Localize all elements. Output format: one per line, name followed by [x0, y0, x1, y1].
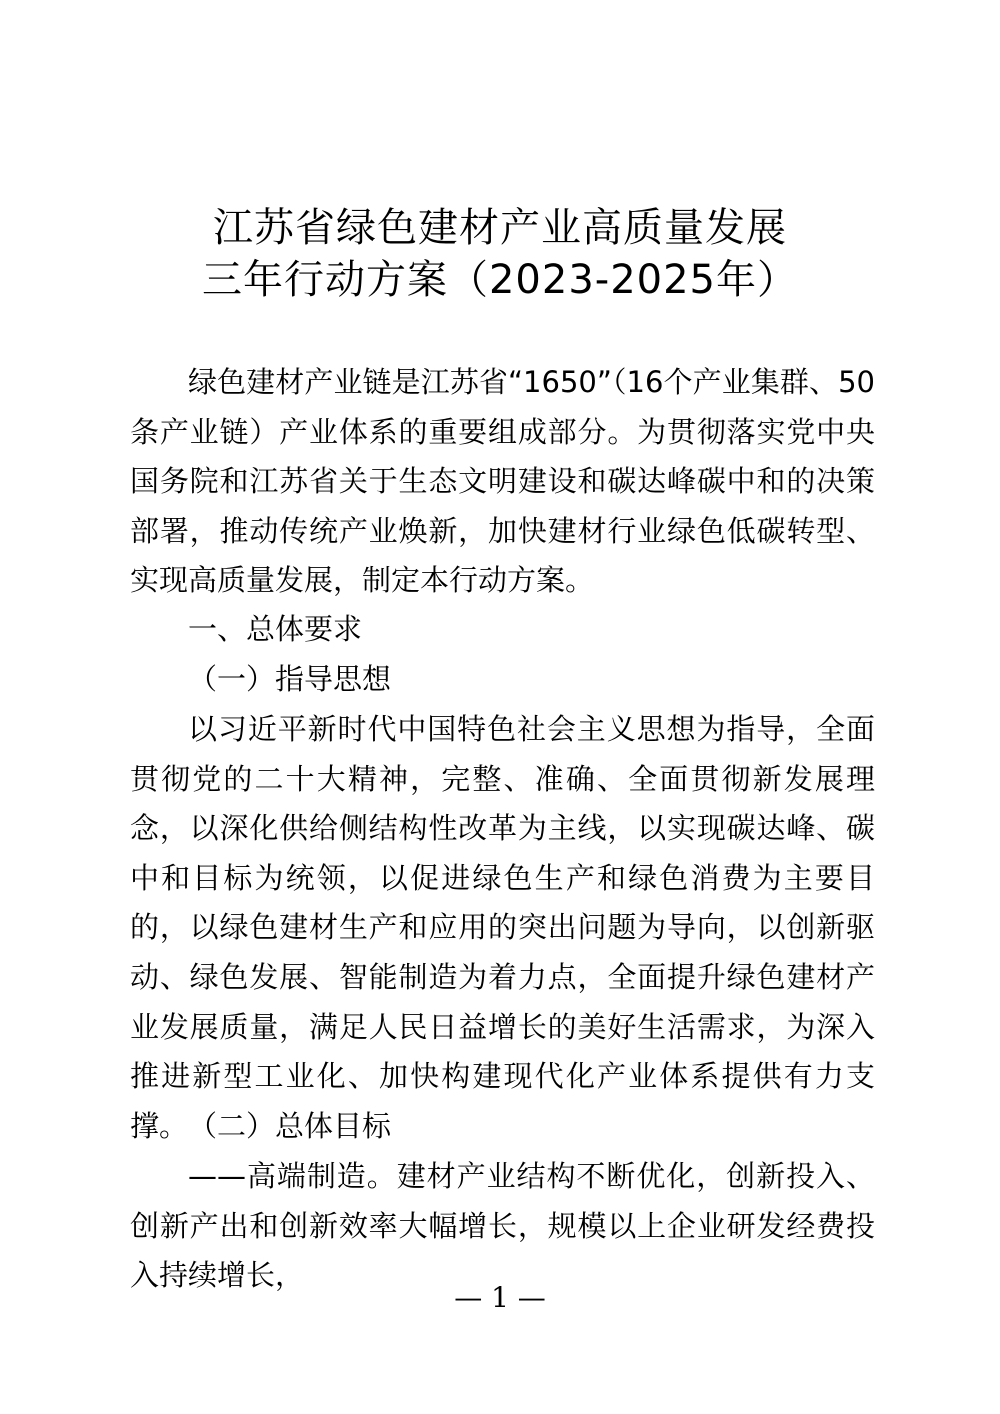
overall-goals-paragraph: ——高端制造。建材产业结构不断优化，创新投入、创新产出和创新效率大幅增长，规模以上企业研发经费投入持续增长，: [130, 1159, 875, 1293]
guiding-ideology-paragraph: 以习近平新时代中国特色社会主义思想为指导，全面贯彻党的二十大精神，完整、准确、全面贯彻新发展理念，以深化供给侧结构性改革为主线，以实现碳达峰、碳中和目标为统领，以促进绿色生产和绿色消费为主要目的，以绿色建材生产和应用的突出问题为导向，以创新驱动、绿色发展、智能制造为着力点，全面提升绿色建材产业发展质量，满足人民日益增长的美好生活需求，为深入推进新型工业化、加快构建现代化产业体系提供有力支撑。: [130, 712, 875, 1143]
intro-paragraph: 绿色建材产业链是江苏省“1650”（16个产业集群、50条产业链）产业体系的重要组成部分。为贯彻落实党中央国务院和江苏省关于生态文明建设和碳达峰碳中和的决策部署，推动传统产业焕新，加快建材行业绿色低碳转型、实现高质量发展，制定本行动方案。: [130, 365, 875, 598]
page-number: — 1 —: [454, 1281, 546, 1314]
document-title-line-1: 江苏省绿色建材产业高质量发展: [213, 205, 787, 251]
subsection-heading-guiding-ideology: （一）指导思想: [188, 662, 392, 696]
subsection-heading-overall-goals: （二）总体目标: [188, 1109, 392, 1143]
document-title-line-2: 三年行动方案（2023-2025年）: [201, 257, 799, 303]
section-heading-general-requirements: 一、总体要求: [188, 612, 363, 646]
